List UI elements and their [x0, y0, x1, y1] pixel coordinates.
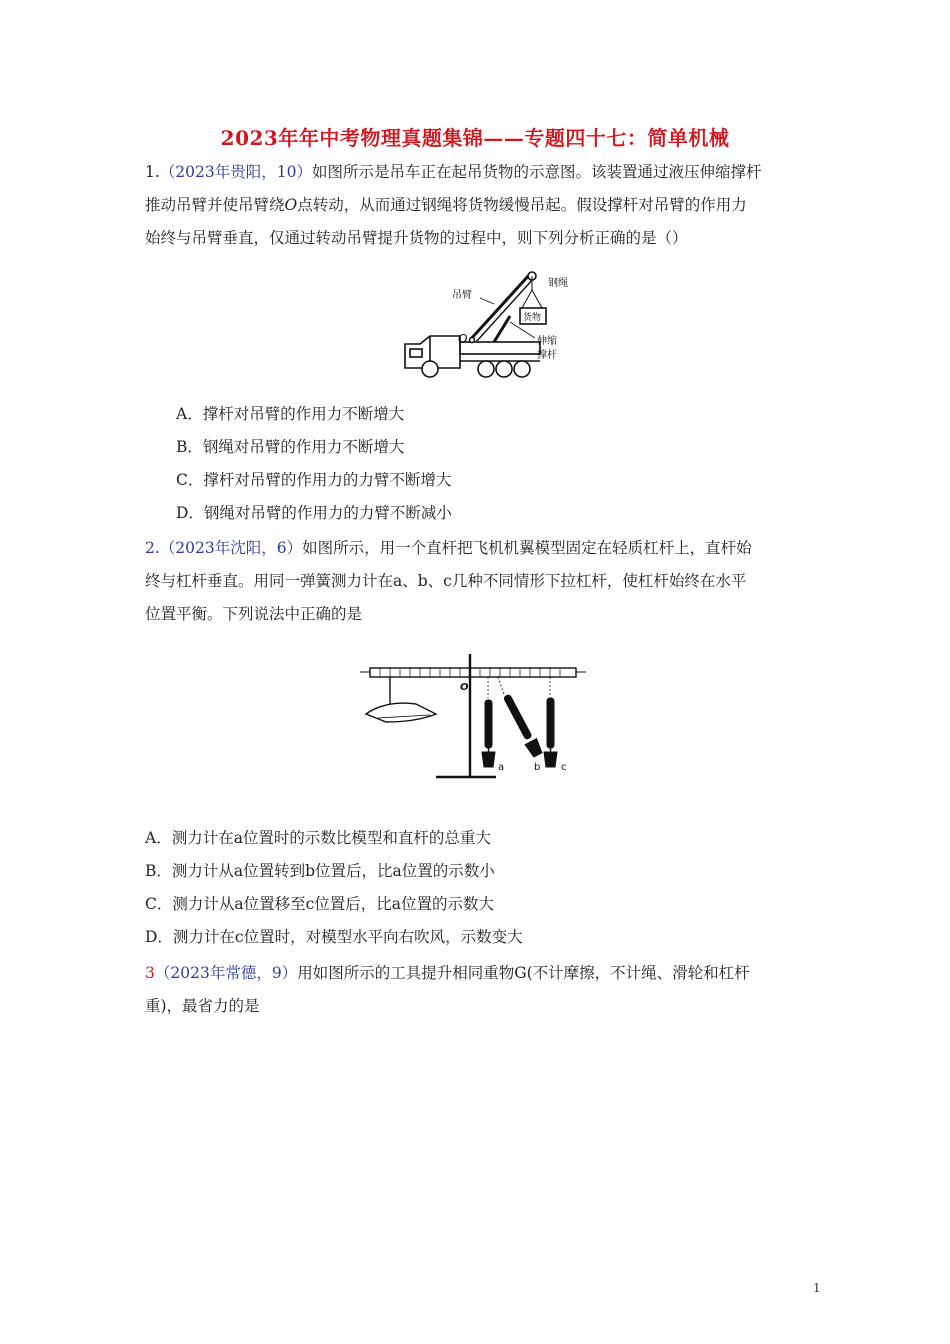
q1-line-2 — [145, 189, 810, 222]
q3-number: 3 — [145, 964, 155, 982]
q2-line-3: 位置平衡。下列说法中正确的是 — [145, 605, 363, 623]
q1-pivot-o: O — [284, 196, 298, 214]
question-1 — [145, 156, 810, 255]
q1-line-3: 始终与吊臂垂直，仅通过转动吊臂提升货物的过程中，则下列分析正确的是（） — [145, 229, 688, 247]
q2-number: 2. — [145, 539, 160, 557]
q1-text-2b: 点转动，从而通过钢绳将货物缓慢吊起。假设撑杆对吊臂的作用力 — [297, 196, 747, 214]
page-title: 2023年年中考物理真题集锦——专题四十七：简单机械 — [220, 126, 730, 150]
q1-option-b: B．钢绳对吊臂的作用力不断增大 — [176, 438, 405, 456]
q2-line-1 — [145, 532, 810, 565]
lever-figure — [356, 652, 588, 788]
page-number: 1 — [813, 1281, 821, 1295]
q1-option-a: A．撑杆对吊臂的作用力不断增大 — [176, 405, 405, 423]
fig1-label-cargo: 货物 — [523, 313, 542, 323]
fig1-label-strut-1: 伸缩 — [537, 336, 557, 347]
fig2-label-b: b — [534, 762, 541, 773]
question-2 — [145, 532, 810, 631]
q2-source: （2023年沈阳，6） — [159, 539, 303, 557]
q2-option-a: A．测力计在a位置时的示数比模型和直杆的总重大 — [145, 829, 491, 847]
q3-line-2: 重)，最省力的是 — [145, 997, 260, 1015]
q2-text-1: 如图所示，用一个直杆把飞机机翼模型固定在轻质杠杆上，直杆始 — [302, 539, 752, 557]
q1-option-c: C．撑杆对吊臂的作用力的力臂不断增大 — [176, 471, 452, 489]
q1-text-1: 如图所示是吊车正在起吊货物的示意图。该装置通过液压伸缩撑杆 — [311, 163, 762, 181]
q2-line-2: 终与杠杆垂直。用同一弹簧测力计在a、b、c几种不同情形下拉杠杆，使杠杆始终在水平 — [145, 572, 747, 590]
fig1-label-strut-2: 撑杆 — [537, 350, 557, 361]
q3-line-1 — [145, 957, 810, 990]
q3-source: （2023年常德，9） — [154, 964, 298, 982]
q2-option-c: C．测力计从a位置移至c位置后，比a位置的示数大 — [145, 895, 495, 913]
q1-source: （2023年贵阳，10） — [159, 163, 312, 181]
question-3 — [145, 957, 810, 1023]
q1-line-1 — [145, 156, 810, 189]
fig1-label-arm: 吊臂 — [452, 290, 472, 301]
q2-option-d: D．测力计在c位置时，对模型水平向右吹风，示数变大 — [145, 928, 523, 946]
q1-option-d: D．钢绳对吊臂的作用力的力臂不断减小 — [176, 504, 452, 522]
fig2-label-c: c — [561, 762, 567, 773]
fig2-label-pivot: O — [460, 682, 469, 693]
q1-number: 1. — [145, 163, 160, 181]
crane-figure — [400, 266, 580, 384]
q3-text-1: 用如图所示的工具提升相同重物G(不计摩擦，不计绳、滑轮和杠杆 — [297, 964, 750, 982]
q2-option-b: B．测力计从a位置转到b位置后，比a位置的示数小 — [145, 862, 495, 880]
fig1-label-pivot: O — [458, 332, 468, 346]
fig2-label-a: a — [498, 762, 505, 773]
fig1-label-rope: 钢绳 — [548, 278, 568, 289]
q1-text-2a: 推动吊臂并使吊臂绕 — [145, 196, 285, 214]
